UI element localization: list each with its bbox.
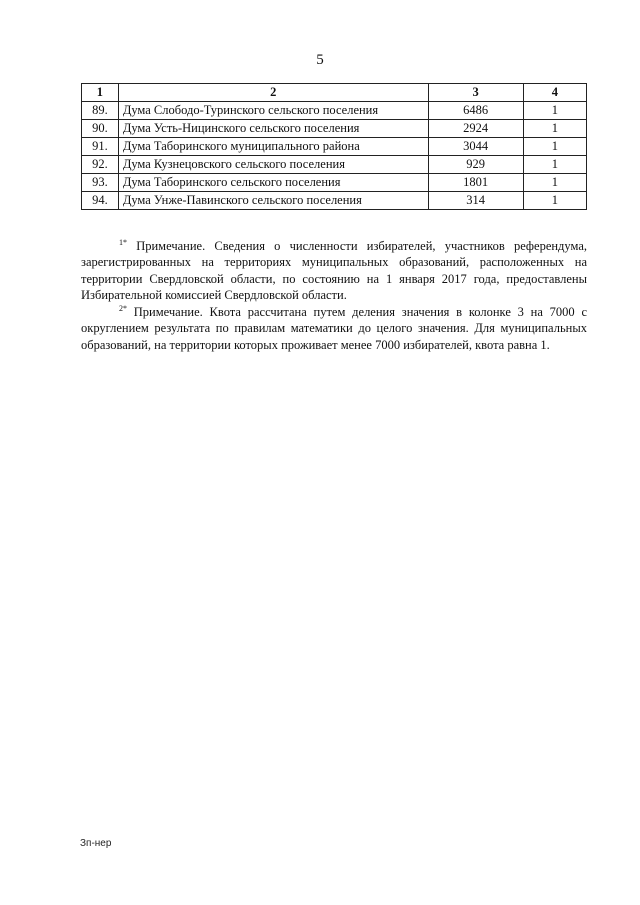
footnote-2	[81, 304, 587, 354]
quota-value: 1	[523, 156, 586, 174]
table-header-row	[82, 84, 587, 102]
quota-value: 1	[523, 174, 586, 192]
column-header: 4	[523, 84, 586, 102]
column-header: 1	[82, 84, 119, 102]
column-header: 2	[118, 84, 428, 102]
table-row	[82, 174, 587, 192]
row-number: 89.	[82, 102, 119, 120]
footnote-mark: 1*	[119, 237, 127, 247]
quota-value: 1	[523, 138, 586, 156]
footnote-1	[81, 238, 587, 304]
quota-value: 1	[523, 102, 586, 120]
footnote-text: Примечание. Квота рассчитана путем деления значения в колонке 3 на 7000 с округлением результата по правилам математики до целого значения. Для муниципальных образований, на территории которых проживает менее 7000 избирателей, квота равна 1.	[81, 304, 587, 352]
row-number: 93.	[82, 174, 119, 192]
quota-value: 1	[523, 120, 586, 138]
municipality-name: Дума Усть-Ницинского сельского поселения	[118, 120, 428, 138]
municipality-name: Дума Унже-Павинского сельского поселения	[118, 192, 428, 210]
table-row	[82, 138, 587, 156]
footnote-text: Примечание. Сведения о численности избирателей, участников референдума, зарегистрированных на территориях муниципальных образований, расположенных на территории Свердловской области, по состоянию на 1 января 2017 года, предоставлены Избирательной комиссией Свердловской области.	[81, 238, 587, 302]
municipality-name: Дума Слободо-Туринского сельского поселения	[118, 102, 428, 120]
table-row	[82, 156, 587, 174]
voter-count: 929	[428, 156, 523, 174]
voter-count: 6486	[428, 102, 523, 120]
municipality-name: Дума Таборинского сельского поселения	[118, 174, 428, 192]
footnote-mark: 2*	[119, 303, 127, 313]
voter-count: 1801	[428, 174, 523, 192]
table-row	[82, 120, 587, 138]
municipality-name: Дума Кузнецовского сельского поселения	[118, 156, 428, 174]
row-number: 92.	[82, 156, 119, 174]
row-number: 94.	[82, 192, 119, 210]
row-number: 90.	[82, 120, 119, 138]
footer-mark: Зп-нер	[80, 838, 112, 849]
voter-count: 314	[428, 192, 523, 210]
table-row	[82, 102, 587, 120]
table-row	[82, 192, 587, 210]
voter-count: 3044	[428, 138, 523, 156]
row-number: 91.	[82, 138, 119, 156]
column-header: 3	[428, 84, 523, 102]
voter-count: 2924	[428, 120, 523, 138]
page-number: 5	[316, 52, 324, 68]
municipality-name: Дума Таборинского муниципального района	[118, 138, 428, 156]
quota-value: 1	[523, 192, 586, 210]
quota-table	[81, 83, 587, 210]
